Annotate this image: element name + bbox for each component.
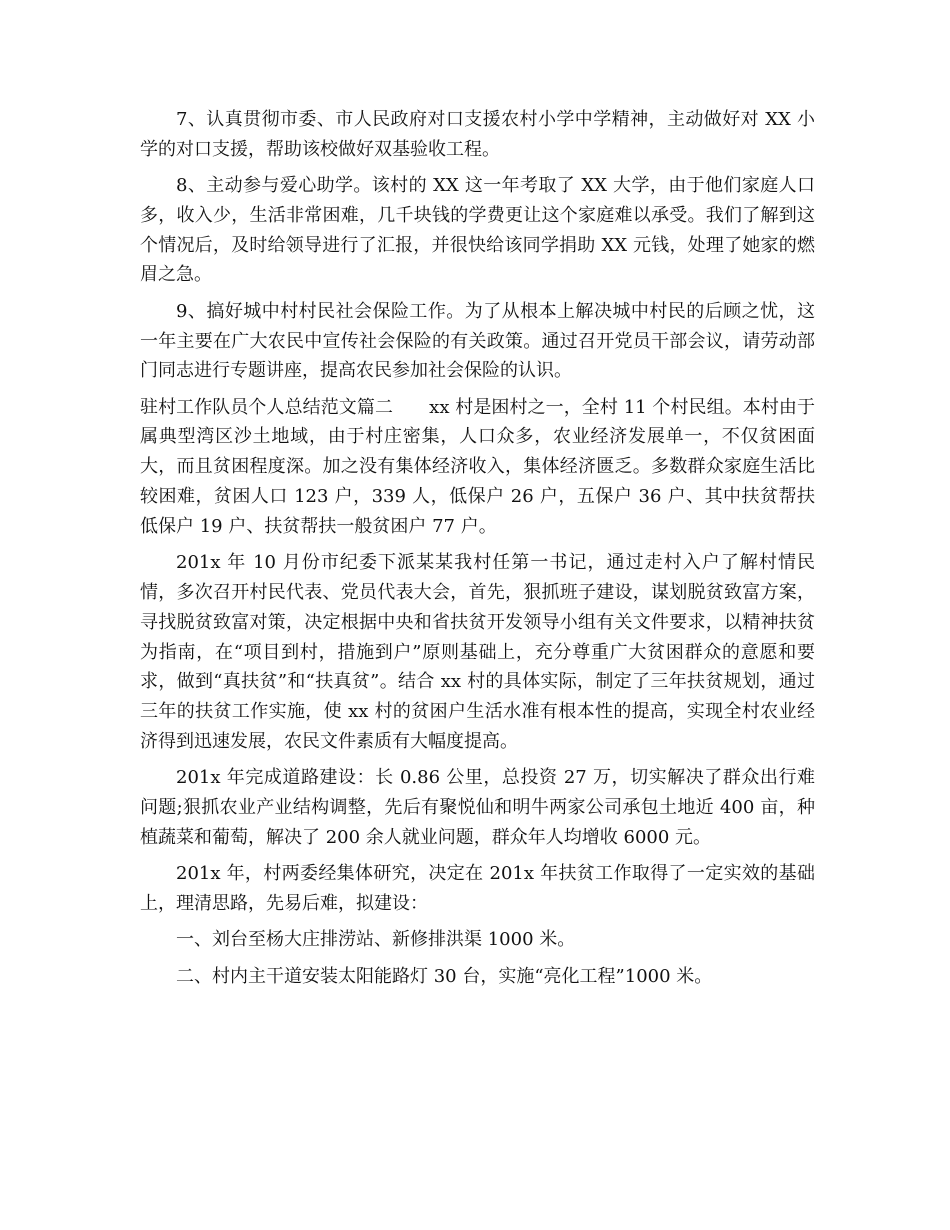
paragraph-item-9: 9、搞好城中村村民社会保险工作。为了从根本上解决城中村民的后顾之忧，这一年主要在广大农民中宣传社会保险的有关政策。通过召开党员干部会议，请劳动部门同志进行专题讲座，提高农民参加社会保险的认识。 (140, 300, 815, 382)
paragraph-plan-item-two: 二、村内主干道安装太阳能路灯 30 台，实施“亮化工程”1000 米。 (176, 965, 713, 987)
paragraph-section-two-intro: 驻村工作队员个人总结范文篇二 xx 村是困村之一，全村 11 个村民组。本村由于属典型湾区沙土地域，由于村庄密集，人口众多，农业经济发展单一，不仅贫困面大，而且贫困程度深。加之没有集体经济收入，集体经济匮乏。多数群众家庭生活比较困难，贫困人口 123 户，339 人，低保户 26 户，五保户 36 户、其中扶贫帮扶低保户 19 户、扶贫帮扶一般贫困户 77 户。 (140, 396, 815, 537)
paragraph-plan-intro: 201x 年，村两委经集体研究，决定在 201x 年扶贫工作取得了一定实效的基础上，理清思路，先易后难，拟建设： (140, 863, 815, 914)
paragraph-road-construction: 201x 年完成道路建设：长 0.86 公里，总投资 27 万，切实解决了群众出行难问题;狠抓农业产业结构调整，先后有聚悦仙和明牛两家公司承包土地近 400 亩，种植蔬菜和葡萄，解决了 200 余人就业问题，群众年人均增收 6000 元。 (140, 767, 815, 848)
paragraph-plan-item-one: 一、刘台至杨大庄排涝站、新修排洪渠 1000 米。 (176, 929, 576, 951)
document-page (140, 105, 815, 998)
paragraph-item-8: 8、主动参与爱心助学。该村的 XX 这一年考取了 XX 大学，由于他们家庭人口多，收入少，生活非常困难，几千块钱的学费更让这个家庭难以承受。我们了解到这个情况后，及时给领导进行了汇报，并很快给该同学捐助 XX 元钱，处理了她家的燃眉之急。 (140, 175, 815, 286)
paragraph-item-7: 7、认真贯彻市委、市人民政府对口支援农村小学中学精神，主动做好对 XX 小学的对口支援，帮助该校做好双基验收工程。 (140, 109, 815, 160)
paragraph-first-secretary: 201x 年 10 月份市纪委下派某某我村任第一书记，通过走村入户了解村情民情，多次召开村民代表、党员代表大会，首先，狠抓班子建设，谋划脱贫致富方案，寻找脱贫致富对策，决定根据中央和省扶贫开发领导小组有关文件要求，以精神扶贫为指南，在“项目到村，措施到户”原则基础上，充分尊重广大贫困群众的意愿和要求，做到“真扶贫”和“扶真贫”。结合 xx 村的具体实际，制定了三年扶贫规划，通过三年的扶贫工作实施，使 xx 村的贫困户生活水准有根本性的提高，实现全村农业经济得到迅速发展，农民文件素质有大幅度提高。 (140, 552, 815, 752)
